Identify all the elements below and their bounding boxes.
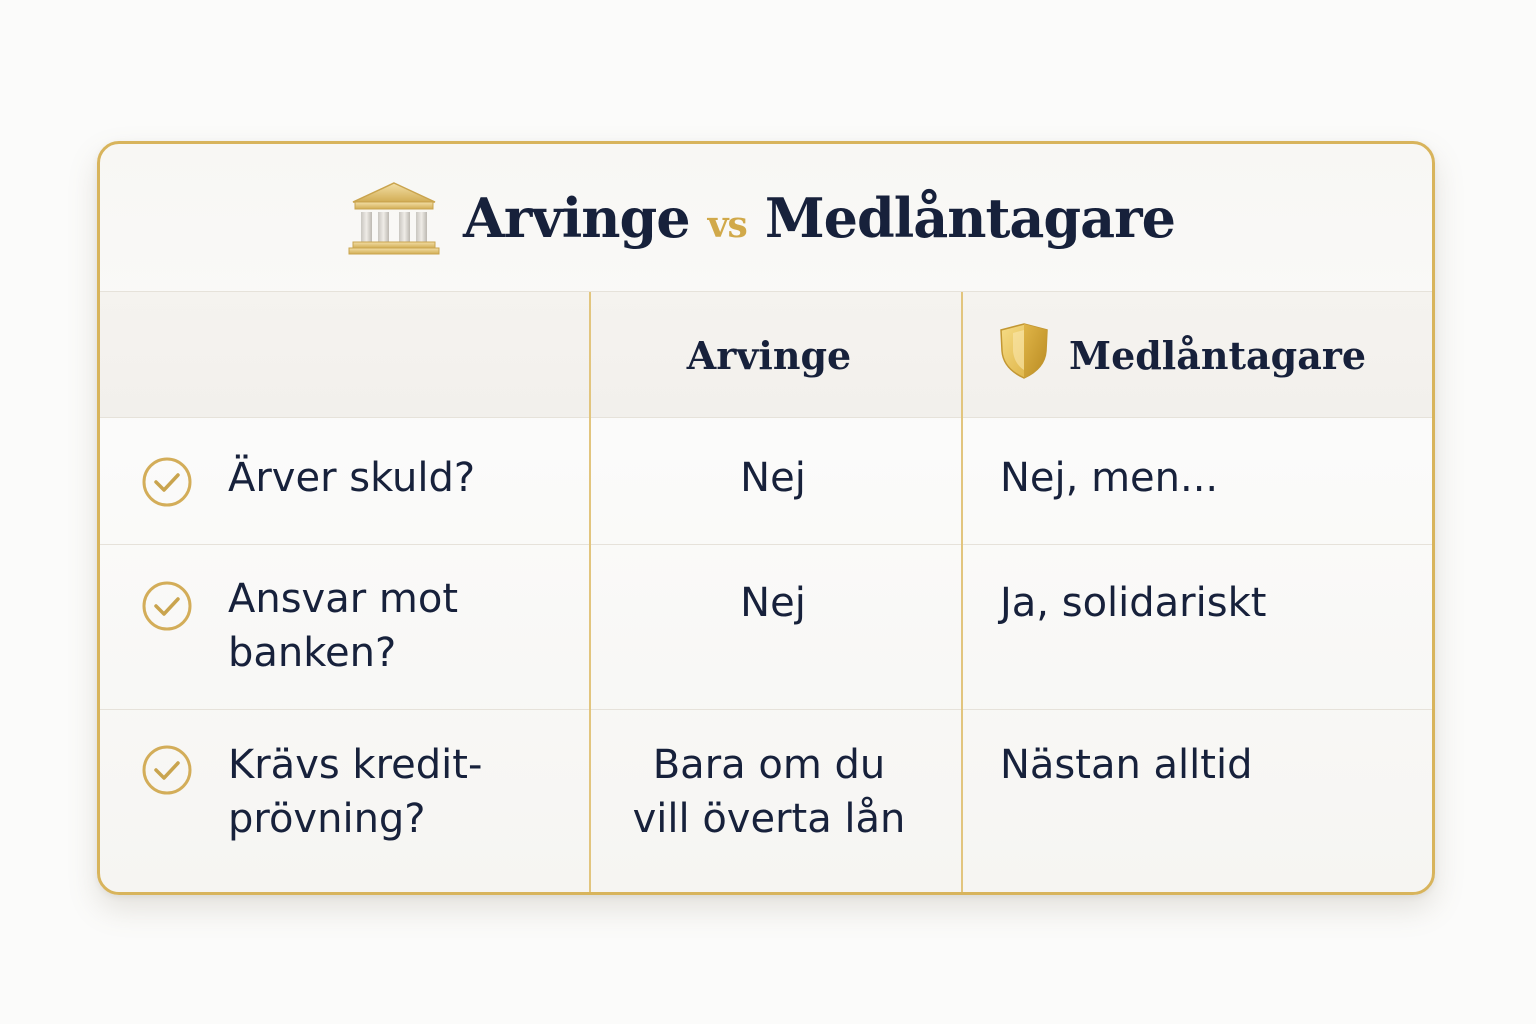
title-vs: vs [707,203,747,246]
row-3-question [228,738,588,846]
title-left: Arvinge [463,185,690,250]
column-header-medlantagare [963,292,1435,418]
row-3-medlantagare: Nästan alltid [1000,742,1253,788]
row-3-arvinge-line-1: Bara om du [652,742,886,788]
row-2-question-line-2: banken? [228,630,397,676]
row-1-medlantagare: Nej, men... [1000,455,1219,501]
row-1-question: Ärver skuld? [228,455,476,501]
row-2-question [228,572,588,680]
title-right: Medlåntagare [764,185,1175,250]
check-circle-icon [142,745,192,795]
row-2-medlantagare: Ja, solidariskt [1000,580,1267,626]
row-3-arvinge-line-2: vill överta lån [632,796,906,842]
column-header-medlantagare-label: Medlåntagare [1069,332,1367,378]
check-circle-icon [142,581,192,631]
row-1-arvinge: Nej [740,455,806,501]
title-row [100,144,1432,291]
check-circle-icon [142,457,192,507]
bank-building-icon [347,180,441,256]
page-title [463,186,1175,250]
row-divider-2 [100,709,1432,710]
row-3-arvinge [591,738,961,846]
row-divider-1 [100,544,1432,545]
row-2-arvinge: Nej [740,580,806,626]
row-3-question-line-2: prövning? [228,796,426,842]
shield-icon [997,321,1051,390]
row-2-question-line-1: Ansvar mot [228,576,459,622]
column-header-arvinge [591,292,961,418]
column-header-arvinge-label: Arvinge [686,332,852,378]
row-3-question-line-1: Krävs kredit- [228,742,483,788]
comparison-card [97,141,1435,895]
